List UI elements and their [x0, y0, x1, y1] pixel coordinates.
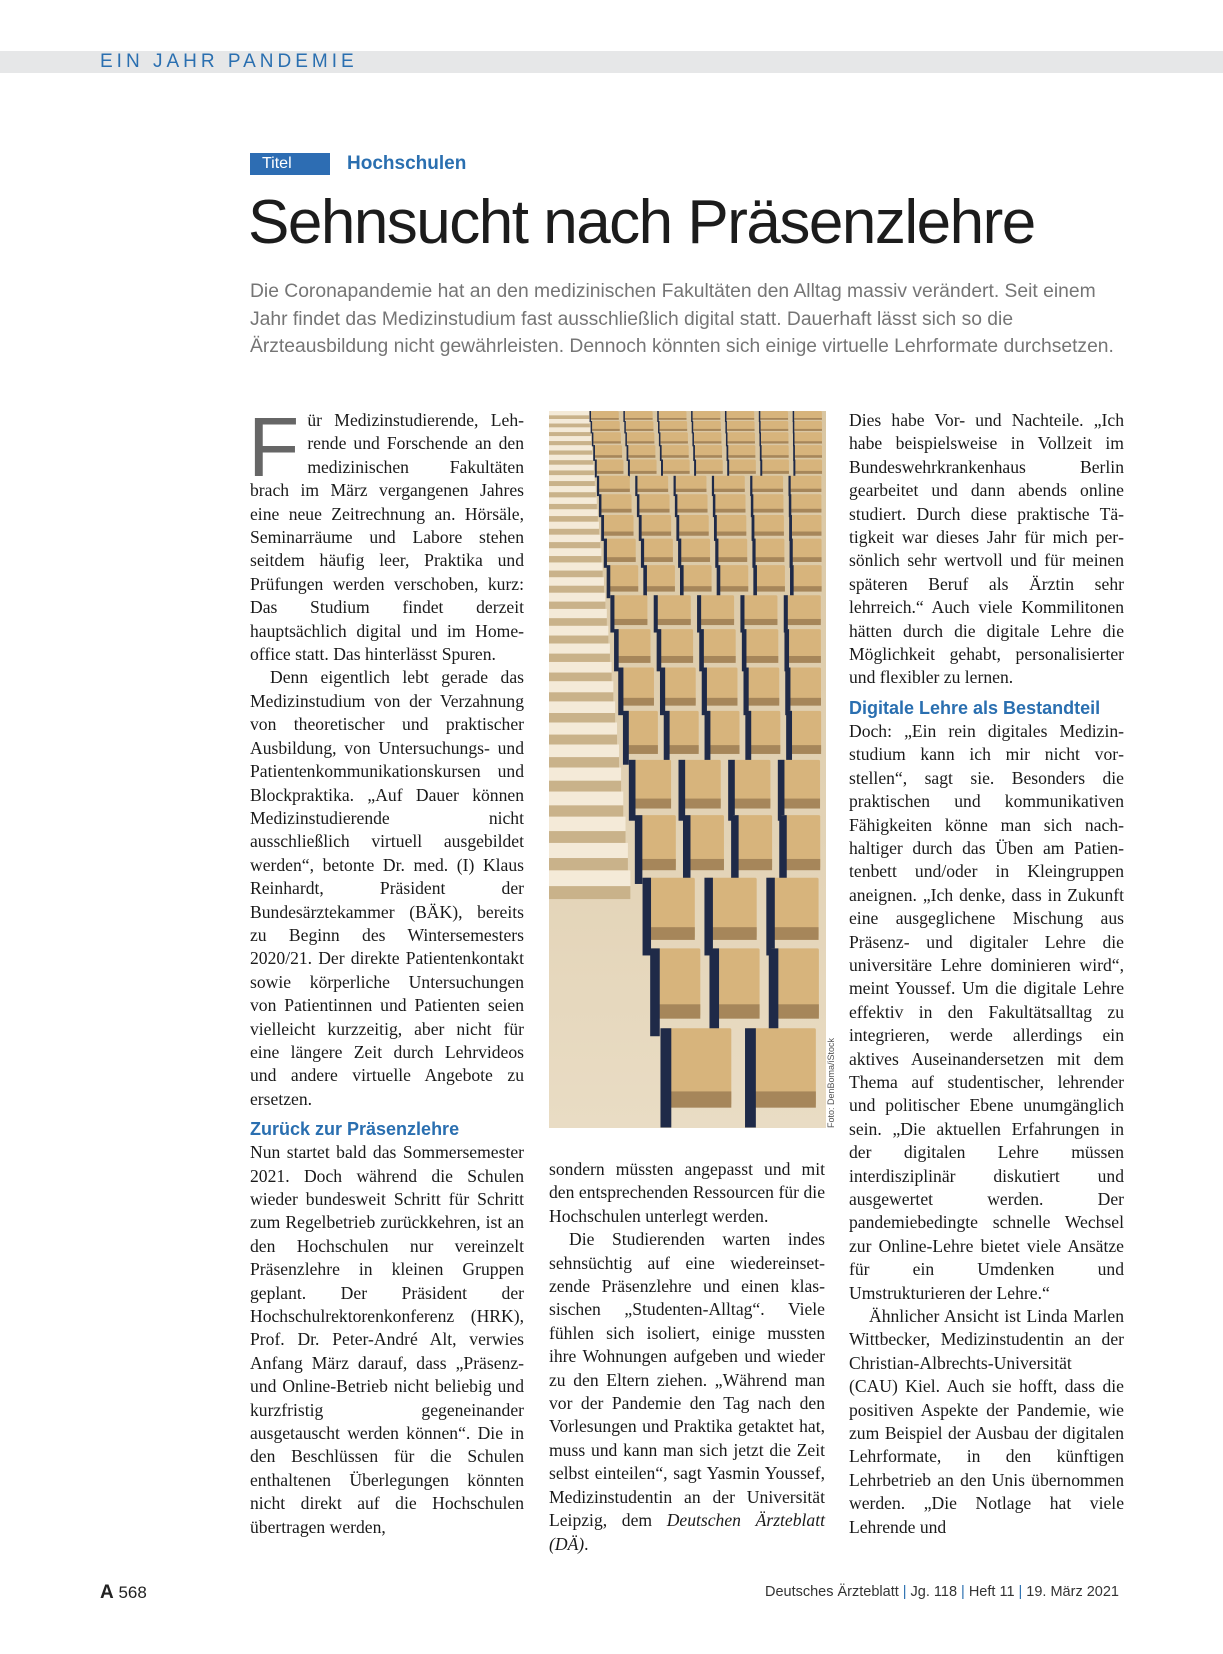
paragraph: sondern müssten angepasst und mit den entsprechenden Ressourcen für die Hochschulen unterlegt werden.	[549, 1159, 825, 1226]
subheading: Zurück zur Präsenzlehre	[250, 1119, 460, 1140]
lecture-hall-photo	[549, 411, 826, 1128]
paragraph: Die Studierenden warten indes sehnsüchtig auf eine wiedereinsetzende Präsenzlehre und einen klassischen „Studenten-Alltag“. Viele fühlen sich isoliert, einige mussten ihre Wohnungen aufgeben und wieder zu den Eltern ziehen. „Während man vor der Pandemie den Tag nach den Vorlesungen und Praktika getaktet hat, muss und kann man sich jetzt die Zeit selbst einteilen“, sagt Yasmin Youssef, Medizinstudentin an der Universität Leipzig, dem Deutschen Ärzteblatt (DÄ).	[549, 1229, 825, 1554]
column-3	[849, 409, 1124, 1539]
section-bar	[0, 51, 1223, 73]
drop-cap: F	[248, 400, 300, 494]
paragraph: Denn eigentlich lebt gerade das Medizinstudium von der Verzahnung von theoretischer und praktischer Ausbildung, von Untersuchungs- und Patientenkommunikationskursen und Blockpraktika. „Auf Dauer können Medizinstudierende nicht ausschließlich virtuell ausgebildet werden“, betonte Dr. med. (I) Klaus Reinhardt, Präsident der Bundesärztekammer (BÄK), bereits zu Beginn des Wintersemesters 2020/21. Der direkte Patientenkontakt sowie körperliche Untersuchungen von Patientinnen und Patienten seien vielleicht kurzzeitig, aber nicht für eine längere Zeit durch Lehrvideos und andere virtuelle Angebote zu ersetzen.	[250, 667, 524, 1109]
rubric-label: Hochschulen	[347, 153, 467, 174]
section-label: EIN JAHR PANDEMIE	[100, 51, 358, 72]
journal-info: Deutsches Ärzteblatt | Jg. 118 | Heft 11 | 19. März 2021	[764, 1584, 1119, 1600]
subheading: Digitale Lehre als Bestandteil	[849, 697, 1101, 718]
column-1	[248, 400, 524, 1539]
kicker	[250, 152, 466, 176]
paragraph: Dies habe Vor- und Nachteile. „Ich habe beispielsweise in Vollzeit im Bundeswehrkrankenhaus Berlin gearbeitet und dann abends online studiert. Durch diese praktische Tätigkeit war dieses Jahr für mich persönlich sehr wertvoll und für meinen späteren Beruf als Ärztin sehr lehrreich.“ Auch viele Kommilitonen hätten durch die digitale Lehre die Möglichkeit gehabt, personalisierter und flexibler zu lernen.	[849, 410, 1124, 688]
paragraph: ür Medizinstudierende, Lehrende und Forschende an den medizinischen Fakultäten brach im März vergangenen Jahres eine neue Zeitrechnung an. Hörsäle, Seminarräume und Labore stehen seitdem häufig leer, Praktika und Prüfungen werden verschoben, kurz: Das Studium findet derzeit hauptsächlich digital und im Homeoffice statt. Das hinterlässt Spuren.	[250, 410, 524, 665]
paragraph: Ähnlicher Ansicht ist Linda Marlen Wittbecker, Medizinstudentin an der Christian-Albrechts-Universität (CAU) Kiel. Auch sie hofft, dass die positiven Aspekte der Pandemie, wie zum Beispiel der Ausbau der digitalen Lehrformate, in den künftigen Lehrbetrieb an den Unis übernommen werden. „Die Notlage hat viele Lehrende und	[849, 1306, 1124, 1537]
page-number: A 568	[100, 1582, 147, 1603]
article-title: Sehnsucht nach Präsenzlehre	[248, 188, 1035, 257]
paragraph: Doch: „Ein rein digitales Medizinstudium kann ich mir nicht vorstellen“, sagt sie. Besonders die praktischen und kommunikativen Fähigkeiten könne man sich nachhaltiger durch das Üben am Patientenbett und/oder in Kleingruppen aneignen. „Ich denke, dass in Zukunft eine ausgeglichene Mischung aus Präsenz- und digitaler Lehre die universitäre Lehre dominieren wird“, meint Youssef. Um die digitale Lehre effektiv in den Fakultätsalltag zu integrieren, werde allerdings ein aktives Auseinandersetzen mit dem Thema auf studentischer, lehrender und politischer Ebene unumgänglich sein. „Die aktuellen Erfahrungen in der digitalen Lehre müssen interdisziplinär diskutiert und ausgewertet werden. Der pandemiebedingte schnelle Wechsel zur Online-Lehre bietet viele Ansätze für ein Umdenken und Umstrukturieren der Lehre.“	[849, 720, 1124, 1303]
article-lead: Die Coronapandemie hat an den medizinischen Fakultäten den Alltag massiv verändert. Seit einem Jahr findet das Medizinstudium fast ausschließlich digital statt. Dauerhaft lässt sich so die Ärzteausbildung nicht gewährleisten. Dennoch könnten sich einige virtuelle Lehrformate durchsetzen.	[250, 281, 1114, 357]
photo-credit: Foto: DenBoma/iStock	[826, 1037, 836, 1128]
category-tag: Titel	[250, 153, 330, 175]
column-2	[549, 1158, 825, 1556]
paragraph: Nun startet bald das Sommersemester 2021. Doch während die Schulen wieder bundesweit Schritt für Schritt zum Regelbetrieb zurückkehren, ist an den Hochschulen nur vereinzelt Präsenzlehre in kleinen Gruppen geplant. Der Präsident der Hochschulrektorenkonferenz (HRK), Prof. Dr. Peter-André Alt, verwies Anfang März darauf, dass „Präsenz- und Online-Betrieb nicht beliebig und kurzfristig gegeneinander ausgetauscht werden können“. Die in den Beschlüssen für die Schulen enthaltenen Überlegungen könnten nicht direkt auf die Hochschulen übertragen werden,	[250, 1142, 524, 1537]
